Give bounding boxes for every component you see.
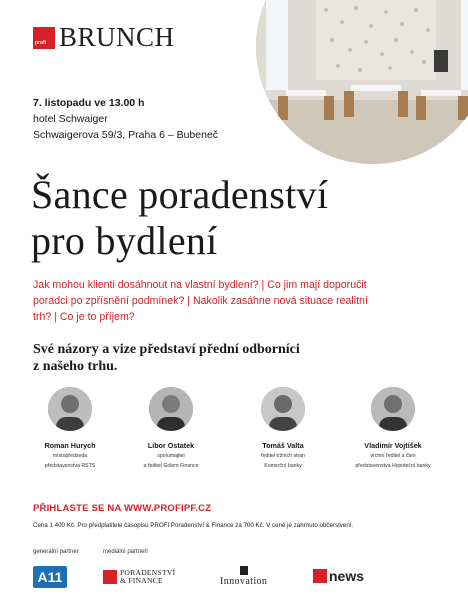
innovation-text: Innovation [220,576,268,587]
speaker-photo [48,387,92,431]
event-venue: hotel Schwaiger [33,113,108,125]
innovation-mark-icon [240,566,248,575]
questions-line-1: Jak mohou klienti dosáhnout na vlastní bydlení? | Co jim mají doporučit [33,279,367,291]
speaker-role: ředitel tržních stran [260,453,306,459]
poradenstvi-finance-logo [103,569,175,585]
speaker-card [338,387,448,470]
general-partner-label: generální partner [33,549,79,555]
register-link[interactable]: PŘIHLASTE SE NA WWW.PROFIPF.CZ [33,503,212,514]
pf-line-2: & FINANCE [120,576,163,585]
profi-square-icon [313,569,327,583]
speaker-name: Tomáš Valta [262,441,304,450]
title-line-1: Šance poradenství [31,172,329,217]
speaker-name: Roman Hurych [44,441,96,450]
event-address: Schwaigerova 59/3, Praha 6 – Bubeneč [33,129,219,141]
price-info: Cena 1 400 Kč. Pro předplatitele časopisu PROFI Poradenství & Finance za 700 Kč. V ceně je zahrnuto občerstvení. [33,522,354,529]
media-partners-label: mediální partneři [103,549,148,555]
intro-line-1: Své názory a vize představí přední odborníci [33,342,300,357]
speaker-photo [371,387,415,431]
intro-line-2: z našeho trhu. [33,359,118,374]
brand-name: BRUNCH [59,22,175,52]
event-title [31,172,328,264]
speaker-role: a ředitel Golem Finance [143,463,199,469]
brand-logo [33,24,175,51]
speaker-photo [149,387,193,431]
questions-line-2: poradci po zpřísnění podmínek? | Nakolik zasáhne nová situace realitní [33,295,368,307]
news-logo [313,568,364,584]
event-details [33,95,218,143]
pf-line-1: PORADENSTVÍ [120,568,176,577]
venue-photo [256,0,468,164]
event-date: 7. listopadu ve 13.00 h [33,97,145,109]
speaker-role: vrchní ředitel a člen [370,453,416,459]
speakers-row [0,387,468,477]
speaker-card [116,387,226,470]
a11-logo: A11 [33,566,67,588]
speaker-role: představenstva RSTS [44,463,96,469]
speaker-role: Komerční banky [264,463,302,469]
news-text: news [329,568,365,584]
speaker-card [228,387,338,470]
speaker-name: Libor Ostatek [147,441,195,450]
speaker-card [15,387,125,470]
speaker-photo [261,387,305,431]
speaker-name: Vladimír Vojtíšek [364,441,422,450]
speakers-intro [33,341,453,375]
speaker-role: představenstva Hypoteční banky [355,463,431,469]
profi-square-icon [103,570,117,584]
title-line-2: pro bydlení [31,218,218,263]
speaker-role: spolumajitel [157,453,185,459]
speaker-role: místopředseda [52,453,88,459]
innovation-logo [220,566,267,587]
topic-questions [33,277,443,325]
questions-line-3: trh? | Co je to příjem? [33,311,135,323]
profi-badge: profi [33,27,55,49]
